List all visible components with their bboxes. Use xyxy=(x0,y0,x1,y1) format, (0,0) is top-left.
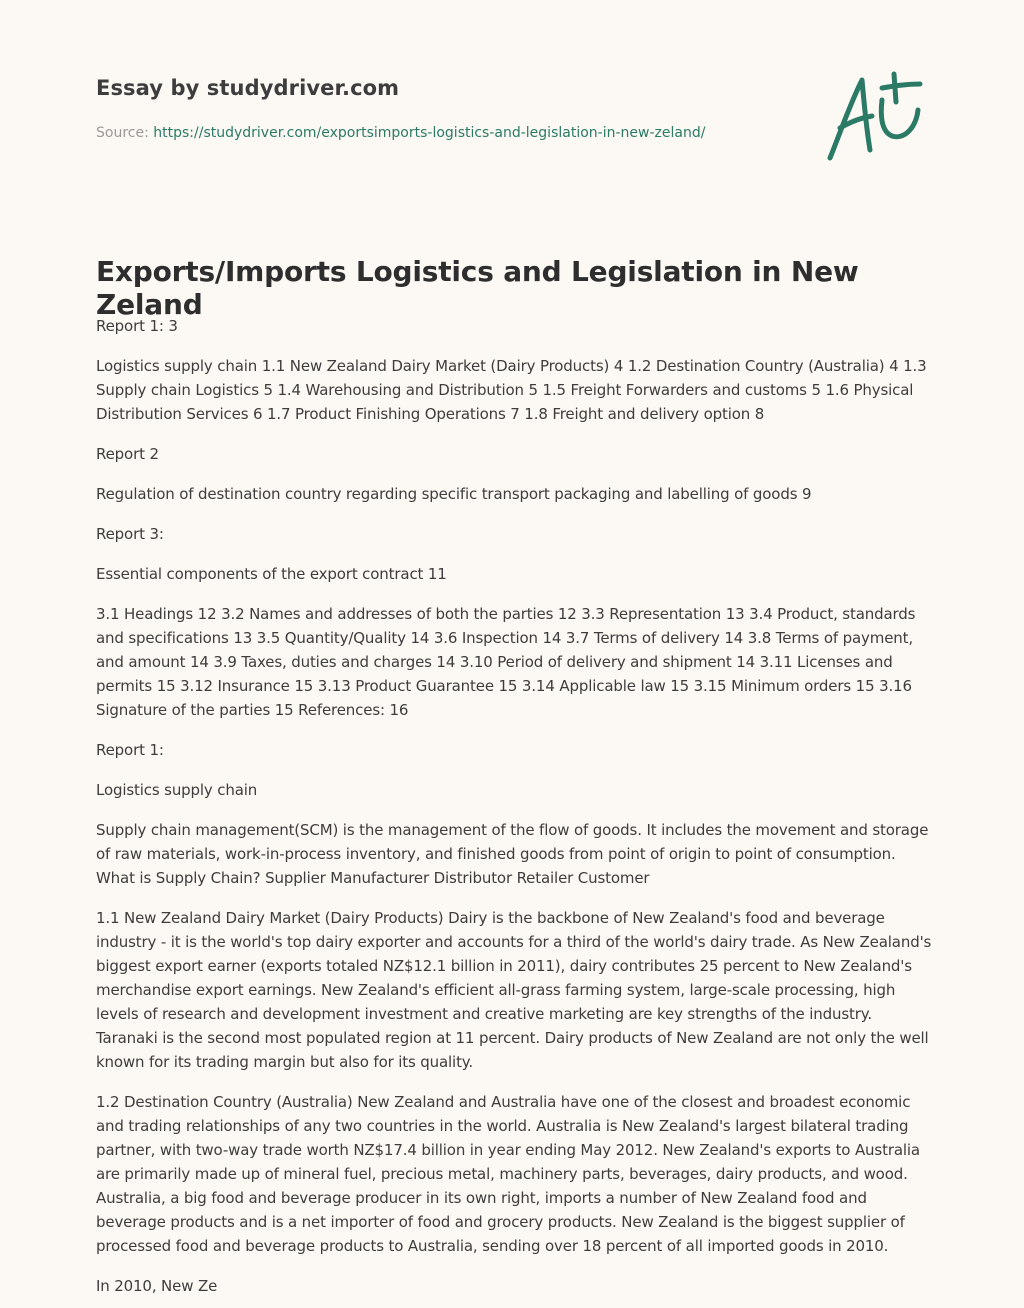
a-plus-logo-icon xyxy=(820,66,930,166)
paragraph: In 2010, New Ze xyxy=(96,1277,218,1295)
paragraph: Report 1: 3 xyxy=(96,317,178,335)
document-title: Exports/Imports Logistics and Legislation in New Zeland xyxy=(96,255,859,321)
source-link[interactable]: https://studydriver.com/exportsimports-logistics-and-legislation-in-new-zeland/ xyxy=(153,125,706,141)
paragraph: Report 3: xyxy=(96,525,164,543)
paragraph: Supply chain management(SCM) is the management of the flow of goods. It includes the movement and storage of raw materials, work-in-process inventory, and finished goods from point of origin to point of consumption. What is Supply Chain? Supplier Manufacturer Distributor Retailer Customer xyxy=(96,821,929,887)
paragraph: 3.1 Headings 12 3.2 Names and addresses of both the parties 12 3.3 Representation 13 3.4 Product, standards and specifications 13 3.5 Quantity/Quality 14 3.6 Inspection 14 3.7 Terms of delivery 14 3.8 Terms of payment, and amount 14 3.9 Taxes, duties and charges 14 3.10 Period of delivery and shipment 14 3.11 Licenses and permits 15 3.12 Insurance 15 3.13 Product Guarantee 15 3.14 Applicable law 15 3.15 Minimum orders 15 3.16 Signature of the parties 15 References: 16 xyxy=(96,605,916,719)
paragraph: 1.2 Destination Country (Australia) New Zealand and Australia have one of the closest and broadest economic and trading relationships of any two countries in the world. Australia is New Zealand's largest bilateral trading partner, with two-way trade worth NZ$17.4 billion in year ending May 2012. New Zealand's exports to Australia are primarily made up of mineral fuel, precious metal, machinery parts, beverages, dairy products, and wood. Australia, a big food and beverage producer in its own right, imports a number of New Zealand food and beverage products and is a net importer of food and grocery products. New Zealand is the biggest supplier of processed food and beverage products to Australia, sending over 18 percent of all imported goods in 2010. xyxy=(96,1093,920,1255)
paragraph: Regulation of destination country regarding specific transport packaging and labelling of goods 9 xyxy=(96,485,812,503)
paragraph: Report 2 xyxy=(96,445,159,463)
paragraph: 1.1 New Zealand Dairy Market (Dairy Products) Dairy is the backbone of New Zealand's food and beverage industry - it is the world's top dairy exporter and accounts for a third of the world's dairy trade. As New Zealand's biggest export earner (exports totaled NZ$12.1 billion in 2011), dairy contributes 25 percent to New Zealand's merchandise export earnings. New Zealand's efficient all-grass farming system, large-scale processing, high levels of research and development investment and creative marketing are key strengths of the industry. Taranaki is the second most populated region at 11 percent. Dairy products of New Zealand are not only the well known for its trading margin but also for its quality. xyxy=(96,909,932,1071)
paragraph: Logistics supply chain 1.1 New Zealand Dairy Market (Dairy Products) 4 1.2 Destination Country (Australia) 4 1.3 Supply chain Logistics 5 1.4 Warehousing and Distribution 5 1.5 Freight Forwarders and customs 5 1.6 Physical Distribution Services 6 1.7 Product Finishing Operations 7 1.8 Freight and delivery option 8 xyxy=(96,357,927,423)
paragraph: Report 1: xyxy=(96,741,164,759)
source-line xyxy=(96,125,705,141)
paragraph: Logistics supply chain xyxy=(96,781,258,799)
site-brand: Essay by studydriver.com xyxy=(96,76,400,100)
document-body xyxy=(96,314,932,1308)
source-label: Source: xyxy=(96,125,149,141)
paragraph: Essential components of the export contract 11 xyxy=(96,565,447,583)
